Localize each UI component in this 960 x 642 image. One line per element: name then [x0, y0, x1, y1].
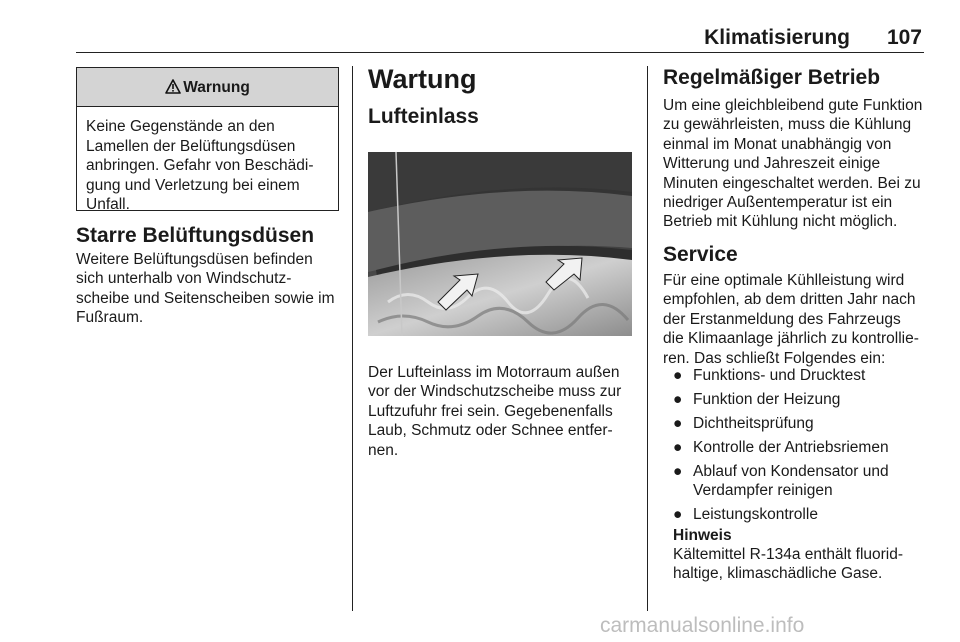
text-line: ren. Das schließt Folgendes ein: [663, 349, 886, 367]
warning-triangle-icon [165, 79, 181, 94]
text-line: Witterung und Jahreszeit einige [663, 155, 881, 173]
bullet-icon: ● [673, 415, 683, 432]
paragraph-regel [663, 96, 929, 232]
list-item [663, 462, 929, 501]
list-item [663, 505, 929, 524]
section-heading-starre: Starre Belüftungsdüsen [76, 224, 315, 247]
list-item [663, 366, 929, 385]
text-line: Minuten eingeschaltet werden. Bei zu [663, 174, 921, 192]
paragraph-starre [76, 250, 341, 328]
paragraph-service [663, 271, 929, 368]
air-inlet-photo [368, 152, 632, 336]
text-line: Leistungskontrolle [693, 506, 818, 524]
text-line: Funktion der Heizung [693, 391, 841, 408]
text-line: einmal im Monat unabhängig von [663, 135, 892, 153]
text-line: Dichtheitsprüfung [693, 415, 814, 432]
text-line: gung und Verletzung bei einem [86, 176, 300, 194]
text-line: nen. [368, 441, 399, 459]
note-text [673, 545, 929, 584]
text-line: Der Lufteinlass im Motorraum außen [368, 364, 620, 381]
warning-header [77, 68, 338, 107]
warning-text [77, 107, 338, 215]
warning-title: Warnung [183, 79, 250, 96]
text-line: scheibe und Seitenscheiben sowie im [76, 289, 335, 307]
column-divider-1 [352, 66, 353, 611]
text-line: Ablauf von Kondensator und [693, 463, 889, 480]
subheading-lufteinlass: Lufteinlass [368, 105, 479, 128]
text-line: Verdampfer reinigen [693, 482, 833, 500]
text-line: Funktions- und Drucktest [693, 367, 866, 384]
note-title: Hinweis [673, 527, 732, 544]
text-line: Keine Gegenstände an den [86, 118, 275, 135]
list-item [663, 390, 929, 409]
text-line: haltige, klimaschädliche Gase. [673, 565, 883, 583]
header-divider [76, 52, 924, 53]
text-line: Luftzufuhr frei sein. Gegebenenfalls [368, 402, 613, 420]
text-line: niedriger Außentemperatur ist ein [663, 194, 893, 212]
section-heading-regel: Regelmäßiger Betrieb [663, 66, 881, 89]
text-line: Betrieb mit Kühlung nicht möglich. [663, 213, 898, 231]
text-line: Unfall. [86, 196, 130, 213]
warning-box [76, 67, 339, 211]
text-line: Kältemittel R-134a enthält fluorid- [673, 546, 904, 563]
column-divider-2 [647, 66, 648, 611]
service-checklist [663, 366, 929, 529]
bullet-icon: ● [673, 391, 683, 408]
text-line: der Erstanmeldung des Fahrzeugs [663, 310, 901, 328]
text-line: zu gewährleisten, muss die Kühlung [663, 116, 912, 134]
list-item [663, 414, 929, 433]
list-item [663, 438, 929, 457]
text-line: Für eine optimale Kühlleistung wird [663, 272, 905, 289]
bullet-icon: ● [673, 367, 683, 384]
bullet-icon: ● [673, 463, 683, 480]
text-line: Weitere Belüftungsdüsen befinden [76, 251, 313, 268]
paragraph-lufteinlass [368, 363, 636, 460]
text-line: Laub, Schmutz oder Schnee entfer- [368, 422, 613, 440]
text-line: anbringen. Gefahr von Beschädi- [86, 157, 314, 174]
section-heading-service: Service [663, 243, 738, 266]
text-line: Um eine gleichbleibend gute Funktion [663, 97, 923, 114]
text-line: sich unterhalb von Windschutz- [76, 270, 292, 288]
watermark: carmanualsonline.info [600, 614, 805, 637]
bullet-icon: ● [673, 439, 683, 456]
bullet-icon: ● [673, 506, 683, 524]
text-line: empfohlen, ab dem dritten Jahr nach [663, 291, 916, 309]
page-number: 107 [886, 26, 922, 49]
text-line: vor der Windschutzscheibe muss zur [368, 383, 622, 401]
chapter-title: Klimatisierung [704, 26, 850, 49]
text-line: Kontrolle der Antriebsriemen [693, 439, 889, 456]
section-heading-wartung: Wartung [368, 64, 477, 94]
text-line: Fußraum. [76, 309, 144, 327]
text-line: die Klimaanlage jährlich zu kontrollie- [663, 330, 919, 348]
text-line: Lamellen der Belüftungsdüsen [86, 137, 296, 155]
